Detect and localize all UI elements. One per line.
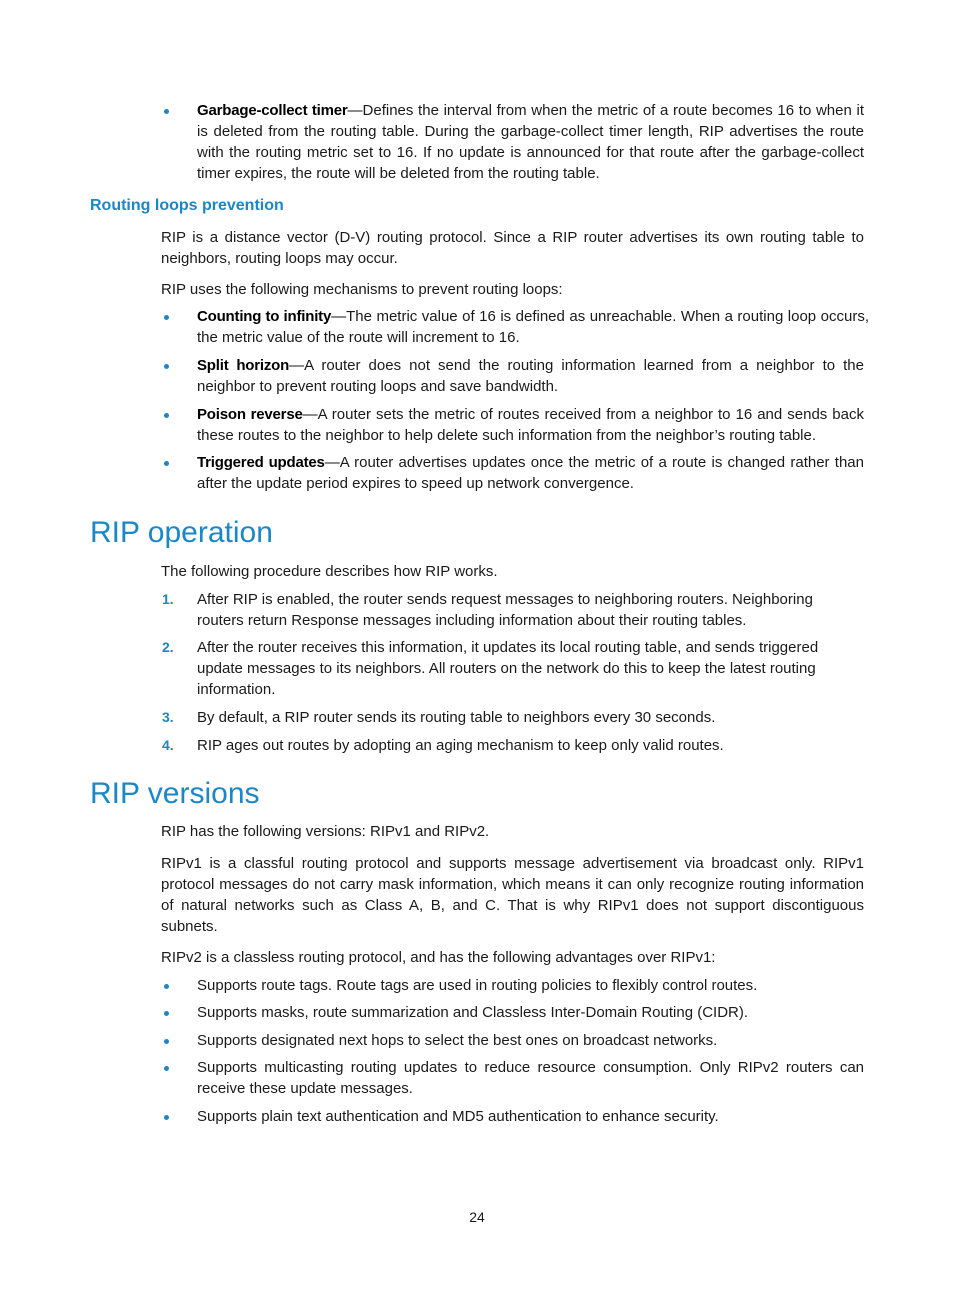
paragraph: RIP has the following versions: RIPv1 and RIPv2. xyxy=(161,823,490,840)
paragraph: RIPv1 is a classful routing protocol and supports message advertisement via broadcast only. RIPv1 protocol messages do not carry mask information, which means it can only recognize routing information of natural networks such as Class A, B, and C. That is why RIPv1 does not support discontiguous subnets. xyxy=(161,855,864,935)
list-item xyxy=(197,306,869,348)
bullet-icon xyxy=(164,1115,169,1120)
bullet-icon xyxy=(164,1066,169,1071)
list-item: Supports designated next hops to select the best ones on broadcast networks. xyxy=(197,1032,718,1049)
step-number: 2. xyxy=(162,639,174,655)
section-heading: RIP operation xyxy=(90,516,273,549)
list-item xyxy=(197,100,864,184)
list-item: Supports masks, route summarization and Classless Inter-Domain Routing (CIDR). xyxy=(197,1004,749,1021)
list-item: Supports plain text authentication and MD5 authentication to enhance security. xyxy=(197,1108,719,1125)
paragraph: The following procedure describes how RIP works. xyxy=(161,563,498,580)
list-item: After the router receives this information, it updates its local routing table, and sends triggered update messages to its neighbors. All routers on the network do this to keep the latest routing information. xyxy=(197,639,819,698)
page-number: 24 xyxy=(469,1209,485,1225)
description: —A router advertises updates once the metric of a route is changed rather than after the update period expires to speed up network convergence. xyxy=(197,454,864,492)
section-heading: Routing loops prevention xyxy=(90,197,284,214)
term: Poison reverse xyxy=(197,406,303,423)
bullet-icon xyxy=(164,461,169,466)
bullet-icon xyxy=(164,1011,169,1016)
term: Counting to infinity xyxy=(197,308,332,325)
bullet-icon xyxy=(164,984,169,989)
step-number: 4. xyxy=(162,737,174,753)
bullet-icon xyxy=(164,315,169,320)
list-item xyxy=(197,404,864,446)
list-item: Supports route tags. Route tags are used in routing policies to flexibly control routes. xyxy=(197,977,758,994)
list-item: By default, a RIP router sends its routing table to neighbors every 30 seconds. xyxy=(197,709,716,726)
bullet-icon xyxy=(164,1039,169,1044)
list-item xyxy=(197,452,864,494)
term: Garbage-collect timer xyxy=(197,102,348,119)
bullet-icon xyxy=(164,364,169,369)
list-item: RIP ages out routes by adopting an aging mechanism to keep only valid routes. xyxy=(197,737,724,754)
term: Split horizon xyxy=(197,357,290,374)
bullet-icon xyxy=(164,413,169,418)
list-item: After RIP is enabled, the router sends request messages to neighboring routers. Neighboring routers return Response messages including information about their routing tables. xyxy=(197,591,813,629)
bullet-icon xyxy=(164,109,169,114)
list-item xyxy=(197,355,864,397)
paragraph: RIPv2 is a classless routing protocol, and has the following advantages over RIPv1: xyxy=(161,949,716,966)
description: —Defines the interval from when the metric of a route becomes 16 to when it is deleted from the routing table. During the garbage-collect timer length, RIP advertises the route with the routing metric set to 16. If no update is announced for that route after the garbage-collect timer expires, the route will be deleted from the routing table. xyxy=(197,102,864,182)
term: Triggered updates xyxy=(197,454,325,471)
description: —A router does not send the routing information learned from a neighbor to the neighbor to prevent routing loops and save bandwidth. xyxy=(197,357,864,395)
description: —A router sets the metric of routes received from a neighbor to 16 and sends back these routes to the neighbor to help delete such information from the neighbor’s routing table. xyxy=(197,406,864,444)
list-item: Supports multicasting routing updates to reduce resource consumption. Only RIPv2 routers can receive these update messages. xyxy=(197,1059,864,1097)
step-number: 3. xyxy=(162,709,174,725)
description: —The metric value of 16 is defined as unreachable. When a routing loop occurs, the metric value of the route will increment to 16. xyxy=(197,308,869,346)
paragraph: RIP is a distance vector (D-V) routing protocol. Since a RIP router advertises its own routing table to neighbors, routing loops may occur. xyxy=(161,229,864,267)
paragraph: RIP uses the following mechanisms to prevent routing loops: xyxy=(161,281,563,298)
step-number: 1. xyxy=(162,591,174,607)
section-heading: RIP versions xyxy=(90,777,260,810)
